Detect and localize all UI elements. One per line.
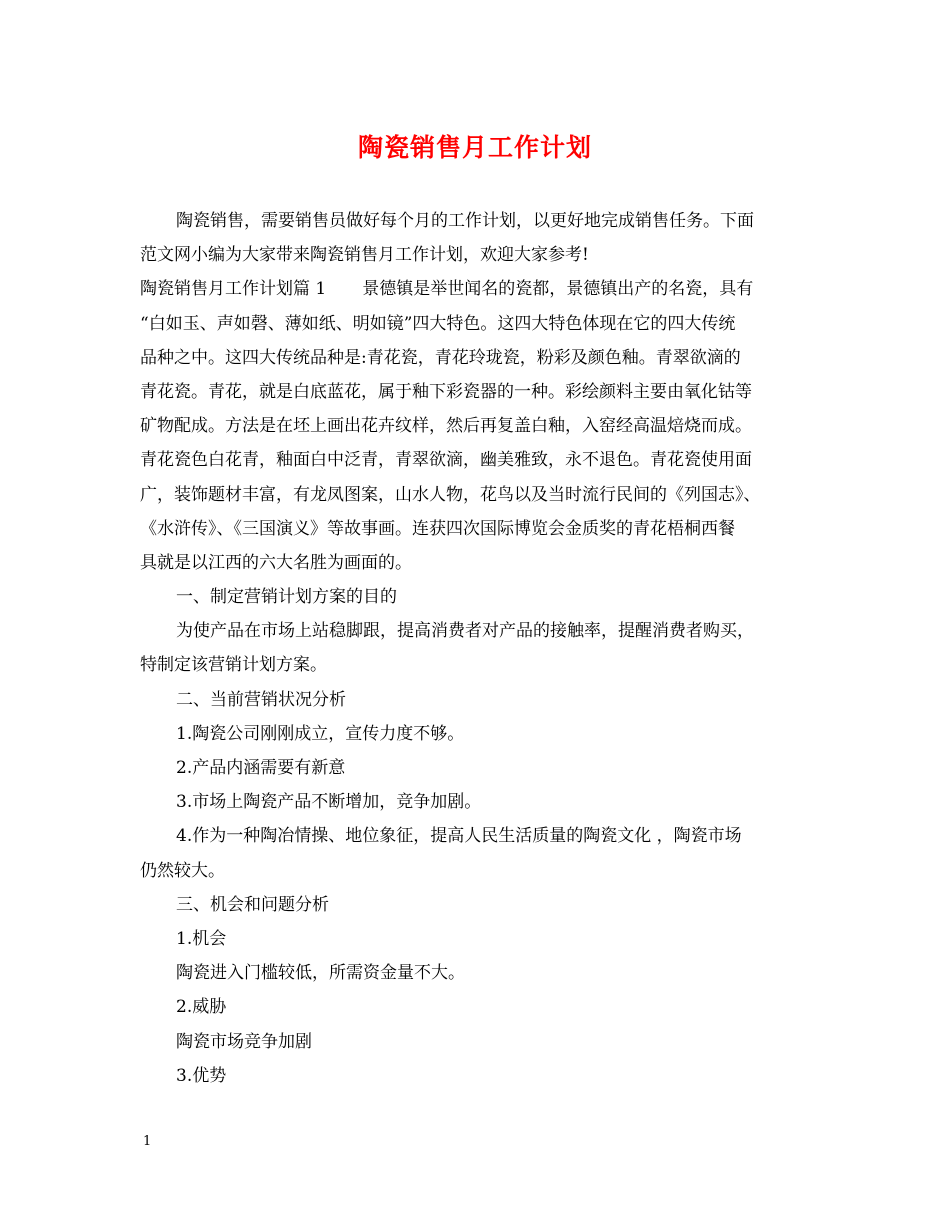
intro-line: 陶瓷销售，需要销售员做好每个月的工作计划，以更好地完成销售任务。下面	[176, 211, 754, 231]
list-item: 3.市场上陶瓷产品不断增加，竞争加剧。	[176, 792, 482, 813]
paragraph-line: 陶瓷进入门槛较低，所需资金量不大。	[176, 963, 465, 984]
section-heading: 二、当前营销状况分析	[176, 689, 346, 710]
chapter-text: 景德镇是举世闻名的瓷都，景德镇出产的名瓷，具有	[362, 279, 754, 300]
paragraph-line: 《水浒传》、《三国演义》等故事画。连获四次国际博览会金质奖的青花梧桐西餐	[140, 518, 735, 539]
document-title: 陶瓷销售月工作计划	[357, 133, 592, 162]
list-item: 3.优势	[176, 1065, 227, 1086]
list-item: 1.机会	[176, 928, 227, 949]
paragraph-line: 具就是以江西的六大名胜为画面的。	[140, 552, 412, 573]
paragraph-line: 仍然较大。	[140, 860, 225, 881]
list-item: 2.产品内涵需要有新意	[176, 758, 346, 778]
section-heading: 一、制定营销计划方案的目的	[176, 587, 397, 608]
paragraph-line: 青花瓷色白花青，釉面白中泛青，青翠欲滴，幽美雅致，永不退色。青花瓷使用面	[140, 450, 752, 471]
chapter-label: 陶瓷销售月工作计划篇 1	[140, 279, 327, 300]
intro-line: 范文网小编为大家带来陶瓷销售月工作计划，欢迎大家参考!	[140, 245, 589, 266]
paragraph-line: 特制定该营销计划方案。	[140, 655, 327, 676]
paragraph-line: 广，装饰题材丰富，有龙凤图案，山水人物，花鸟以及当时流行民间的《列国志》、	[140, 484, 761, 505]
list-item: 2.威胁	[176, 997, 227, 1018]
paragraph-line: 青花瓷。青花，就是白底蓝花，属于釉下彩瓷器的一种。彩绘颜料主要由氧化钴等	[140, 381, 752, 402]
page-number: 1	[143, 1134, 152, 1149]
list-item: 4.作为一种陶冶情操、地位象征，提高人民生活质量的陶瓷文化 ，陶瓷市场	[176, 826, 742, 847]
chapter-line	[140, 272, 832, 306]
list-item: 1.陶瓷公司刚刚成立，宣传力度不够。	[176, 723, 465, 744]
paragraph-line: “白如玉、声如磬、薄如纸、明如镜”四大特色。这四大特色体现在它的四大传统	[140, 313, 736, 334]
paragraph-line: 为使产品在市场上站稳脚跟，提高消费者对产品的接触率，提醒消费者购买，	[176, 621, 754, 642]
paragraph-line: 陶瓷市场竞争加剧	[176, 1031, 312, 1052]
document-body	[140, 204, 832, 1093]
section-heading: 三、机会和问题分析	[176, 894, 329, 915]
paragraph-line: 品种之中。这四大传统品种是:青花瓷，青花玲珑瓷，粉彩及颜色釉。青翠欲滴的	[140, 347, 741, 368]
paragraph-line: 矿物配成。方法是在坯上画出花卉纹样，然后再复盖白釉，入窑经高温焙烧而成。	[140, 416, 752, 437]
